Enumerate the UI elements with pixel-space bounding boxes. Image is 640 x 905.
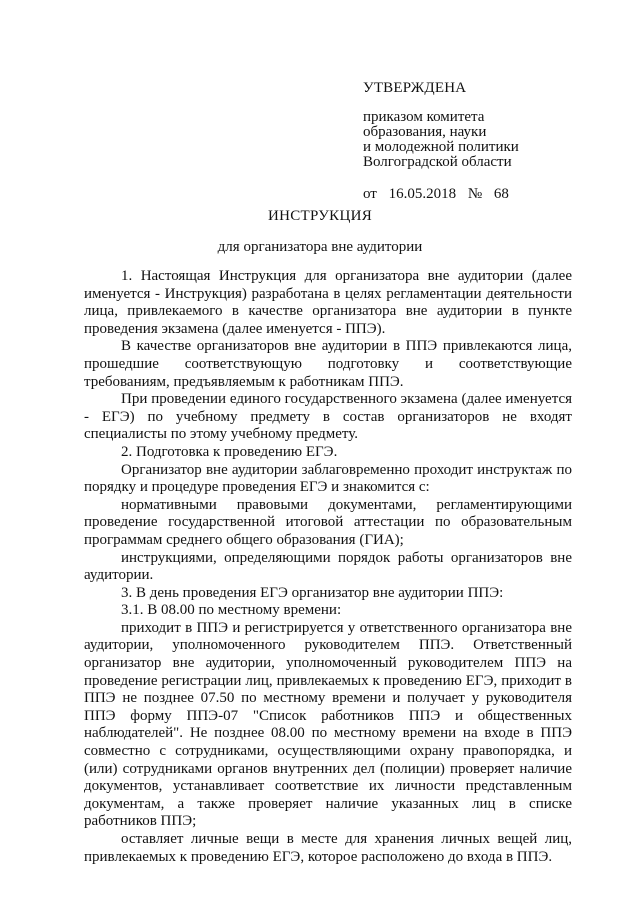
approval-block [363, 81, 603, 202]
document-subtitle: для организатора вне аудитории [217, 239, 423, 255]
approval-order-line: приказом комитета [363, 109, 485, 125]
section-heading: 3. В день проведения ЕГЭ организатор вне аудитории ППЭ: [121, 584, 504, 601]
subsection-heading: 3.1. В 08.00 по местному времени: [121, 602, 342, 619]
approval-order-line: образования, науки [363, 124, 487, 140]
approval-order [363, 110, 603, 170]
approval-order-line: и молодежной политики [363, 139, 519, 155]
document-title: ИНСТРУКЦИЯ [267, 208, 373, 224]
approval-date-line [363, 187, 603, 202]
section-heading: 2. Подготовка к проведению ЕГЭ. [121, 443, 338, 460]
paragraph: инструкциями, определяющими порядок работы организаторов вне аудитории. [84, 549, 572, 584]
paragraph: Организатор вне аудитории заблаговременно проходит инструктаж по порядку и процедуре проведения ЕГЭ и знакомится с: [84, 461, 572, 496]
paragraph: оставляет личные вещи в месте для хранения личных вещей лиц, привлекаемых к проведению ЕГЭ, которое расположено до входа в ППЭ. [84, 831, 572, 865]
order-number: 68 [493, 186, 509, 202]
date-prefix: от [363, 186, 377, 202]
paragraph: нормативными правовыми документами, регламентирующими проведение государственной итоговой аттестации по образовательным программам среднего общего образования (ГИА); [84, 496, 572, 548]
paragraph: В качестве организаторов вне аудитории в ППЭ привлекаются лица, прошедшие соответствующую подготовку и соответствующие требованиям, предъявляемым к работникам ППЭ. [84, 338, 572, 390]
approval-date: 16.05.2018 [388, 186, 457, 202]
paragraph: 1. Настоящая Инструкция для организатора вне аудитории (далее именуется - Инструкция) разработана в целях регламентации деятельности лица, привлекаемого в качестве организатора вне аудитории в пункте проведения экзамена (далее именуется - ППЭ). [84, 268, 572, 337]
approval-order-line: Волгоградской области [363, 154, 512, 170]
paragraph: приходит в ППЭ и регистрируется у ответственного организатора вне аудитории, уполномоченного руководителем ППЭ. Ответственный организатор вне аудитории, уполномоченный руководителем ППЭ на проведение регистрации лиц, привлекаемых к проведению ЕГЭ, приходит в ППЭ не позднее 07.50 по местному времени и получает у руководителя ППЭ форму ППЭ-07 "Список работников ППЭ и общественных наблюдателей". Не позднее 08.00 по местному времени на входе в ППЭ совместно с сотрудниками, осуществляющими охрану правопорядка, и (или) сотрудниками органов внутренних дел (полиции) проверяет наличие документов, устанавливает соответствие их личности представленным документам, а также проверяет наличие указанных лиц в списке работников ППЭ; [84, 619, 572, 830]
approval-title: УТВЕРЖДЕНА [363, 80, 467, 96]
paragraph: При проведении единого государственного экзамена (далее именуется - ЕГЭ) по учебному предмету в состав организаторов не входят специалисты по этому учебному предмету. [84, 391, 572, 443]
number-sign: № [467, 186, 483, 202]
instruction-body [84, 268, 572, 866]
